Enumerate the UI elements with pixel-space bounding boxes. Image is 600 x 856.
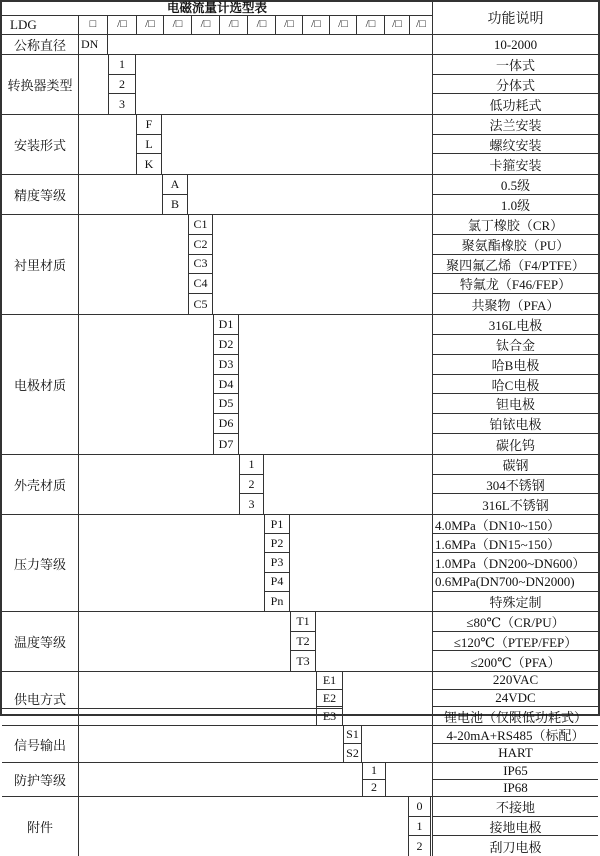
option-row [79,651,598,671]
option-description: 不接地 [432,797,598,817]
option-row [79,135,598,155]
row-spacer [79,592,264,611]
option-description: 1.0MPa（DN200~DN600） [432,553,598,572]
group-9 [2,671,598,725]
option-description: 钛合金 [432,335,598,355]
option-row [79,744,598,762]
row-filler [290,534,432,553]
option-row [79,592,598,611]
row-filler [264,494,432,514]
option-row [79,690,598,708]
option-description: 220VAC [432,672,598,690]
row-spacer [79,375,213,395]
model-segment-box: /□ [303,16,330,34]
row-filler [136,94,432,114]
row-spacer [79,836,408,856]
category-label: 安装形式 [2,115,79,174]
option-code: A [162,175,188,195]
category-label: 压力等级 [2,515,79,611]
group-10 [2,725,598,762]
row-filler [343,672,432,690]
model-segment-box: /□ [137,16,164,34]
option-code: 2 [408,836,431,856]
row-filler [136,55,432,75]
model-segment-box: /□ [385,16,410,34]
category-label: 电极材质 [2,315,79,454]
row-filler [239,315,432,335]
model-base-box: □ [79,16,108,34]
row-filler [239,394,432,414]
row-spacer [79,797,408,817]
row-spacer [79,394,213,414]
option-code: D5 [213,394,239,414]
option-row [79,707,598,725]
option-row [79,294,598,314]
row-filler [188,195,432,215]
category-label: 衬里材质 [2,215,79,314]
model-segment-box: /□ [330,16,357,34]
option-row [79,154,598,174]
row-spacer [79,455,239,475]
option-code: D1 [213,315,239,335]
group-body [79,672,598,725]
row-spacer [79,175,162,195]
row-filler [239,375,432,395]
option-row [79,235,598,255]
group-body [79,55,598,114]
option-code: S2 [343,744,362,762]
row-spacer [79,817,408,837]
option-description: 接地电极 [432,817,598,837]
category-label: 温度等级 [2,612,79,671]
group-8 [2,611,598,671]
option-description: 氯丁橡胶（CR） [432,215,598,235]
option-row [79,394,598,414]
option-description: 24VDC [432,690,598,708]
row-spacer [79,135,136,155]
option-description: 316L不锈钢 [432,494,598,514]
model-prefix: LDG [2,16,79,34]
group-3 [2,174,598,214]
option-description: 316L电极 [432,315,598,335]
row-spacer [79,672,316,690]
option-code: C3 [188,255,213,275]
group-body [79,612,598,671]
category-label: 信号输出 [2,726,79,762]
option-code: P3 [264,553,290,572]
option-code: E3 [316,707,343,725]
row-spacer [79,315,213,335]
option-row [79,94,598,114]
row-filler [362,744,432,762]
row-filler [162,115,432,135]
option-description: 锂电池（仅限低功耗式） [432,707,598,725]
option-description: 碳钢 [432,455,598,475]
row-spacer [79,294,188,314]
selection-groups [2,34,598,856]
group-body [79,35,598,54]
row-spacer [79,780,362,797]
option-description: 一体式 [432,55,598,75]
option-code: 2 [239,475,264,495]
row-spacer [79,414,213,434]
row-filler [316,651,432,671]
row-spacer [79,726,343,744]
option-row [79,494,598,514]
option-row [79,355,598,375]
option-code: 1 [362,763,386,780]
row-spacer [79,154,136,174]
option-code: T1 [290,612,316,632]
model-segment-box: /□ [276,16,303,34]
row-filler [213,274,432,294]
option-description: ≤200℃（PFA） [432,651,598,671]
table-title: 电磁流量计选型表 [2,2,432,16]
row-filler [362,726,432,744]
option-row [79,836,598,856]
option-code: B [162,195,188,215]
group-body [79,455,598,514]
group-body [79,175,598,214]
group-body [79,115,598,174]
row-spacer [79,335,213,355]
group-5 [2,314,598,454]
option-description: 螺纹安装 [432,135,598,155]
row-spacer [79,763,362,780]
option-description: 0.5级 [432,175,598,195]
row-filler [239,335,432,355]
row-filler [290,573,432,592]
option-row [79,315,598,335]
option-description: 聚四氟乙烯（F4/PTFE） [432,255,598,275]
group-body [79,515,598,611]
row-filler [239,414,432,434]
option-description: 0.6MPa(DN700~DN2000) [432,573,598,592]
option-row [79,763,598,780]
group-6 [2,454,598,514]
row-filler [264,475,432,495]
group-4 [2,214,598,314]
row-filler [343,707,432,725]
option-row [79,255,598,275]
option-description: 1.0级 [432,195,598,215]
group-body [79,797,598,856]
option-code: 3 [239,494,264,514]
option-row [79,612,598,632]
option-code: S1 [343,726,362,744]
option-code: D4 [213,375,239,395]
option-description: 共聚物（PFA） [432,294,598,314]
row-spacer [79,475,239,495]
option-row [79,414,598,434]
model-segment-box: /□ [108,16,137,34]
option-code: K [136,154,162,174]
option-row [79,573,598,592]
row-spacer [79,744,343,762]
option-code: P2 [264,534,290,553]
category-label: 转换器类型 [2,55,79,114]
category-label: 精度等级 [2,175,79,214]
option-row [79,195,598,215]
option-description: 4-20mA+RS485（标配） [432,726,598,744]
group-body [79,215,598,314]
row-spacer [79,515,264,534]
option-code: 2 [362,780,386,797]
option-code: E1 [316,672,343,690]
row-filler [188,175,432,195]
row-filler [213,255,432,275]
option-description: 法兰安装 [432,115,598,135]
row-spacer [79,612,290,632]
row-filler [386,780,432,797]
option-code: DN [79,35,108,54]
row-filler [136,75,432,95]
function-description-header: 功能说明 [432,2,598,34]
option-code: D6 [213,414,239,434]
row-spacer [79,632,290,652]
model-segment-box: /□ [248,16,276,34]
option-row [79,35,598,54]
row-spacer [79,235,188,255]
row-spacer [79,215,188,235]
row-filler [386,763,432,780]
option-description: 聚氨酯橡胶（PU） [432,235,598,255]
row-spacer [79,75,108,95]
option-code: P1 [264,515,290,534]
option-description: ≤80℃（CR/PU） [432,612,598,632]
row-spacer [79,94,108,114]
group-11 [2,762,598,796]
row-filler [290,553,432,572]
option-code: D7 [213,434,239,454]
option-description: ≤120℃（PTEP/FEP） [432,632,598,652]
row-spacer [79,573,264,592]
option-code: 3 [108,94,136,114]
option-row [79,115,598,135]
row-filler [108,35,432,54]
model-code-row [2,16,432,34]
option-code: C2 [188,235,213,255]
option-description: 哈C电极 [432,375,598,395]
option-description: IP65 [432,763,598,780]
category-label: 供电方式 [2,672,79,725]
option-row [79,455,598,475]
option-row [79,780,598,797]
row-filler [316,632,432,652]
row-filler [239,434,432,454]
option-code: D2 [213,335,239,355]
row-spacer [79,355,213,375]
category-label: 外壳材质 [2,455,79,514]
group-body [79,726,598,762]
option-code: C1 [188,215,213,235]
model-segment-box: /□ [220,16,248,34]
option-code: 1 [408,817,431,837]
row-filler [239,355,432,375]
option-code: C5 [188,294,213,314]
row-spacer [79,434,213,454]
option-code: E2 [316,690,343,708]
row-filler [264,455,432,475]
option-description: 特殊定制 [432,592,598,611]
row-spacer [79,115,136,135]
option-code: 1 [108,55,136,75]
model-segment-box: /□ [192,16,220,34]
row-spacer [79,651,290,671]
option-description: 碳化钨 [432,434,598,454]
option-row [79,672,598,690]
row-filler [162,135,432,155]
model-code-boxes [79,16,432,34]
option-row [79,215,598,235]
row-spacer [79,534,264,553]
model-segment-box: /□ [357,16,385,34]
option-code: F [136,115,162,135]
option-row [79,817,598,837]
row-filler [316,612,432,632]
group-12 [2,796,598,856]
row-spacer [79,494,239,514]
option-description: 特氟龙（F46/FEP） [432,274,598,294]
option-description: 10-2000 [432,35,598,54]
model-segment-box: /□ [416,18,426,30]
option-code: P4 [264,573,290,592]
option-code: T3 [290,651,316,671]
option-description: 分体式 [432,75,598,95]
row-filler [213,294,432,314]
table-header [2,2,598,34]
option-description: 哈B电极 [432,355,598,375]
group-7 [2,514,598,611]
option-row [79,797,598,817]
row-filler [213,235,432,255]
category-label: 公称直径 [2,35,79,54]
row-spacer [79,255,188,275]
option-row [79,55,598,75]
category-label: 防护等级 [2,763,79,796]
option-description: 低功耗式 [432,94,598,114]
option-code: D3 [213,355,239,375]
row-filler [213,215,432,235]
option-description: 4.0MPa（DN10~150） [432,515,598,534]
group-2 [2,114,598,174]
group-body [79,315,598,454]
group-1 [2,54,598,114]
row-spacer [79,274,188,294]
option-description: 铂铱电极 [432,414,598,434]
option-code: C4 [188,274,213,294]
option-description: 刮刀电极 [432,836,598,856]
option-description: IP68 [432,780,598,797]
category-label: 附件 [2,797,79,856]
option-description: 304不锈钢 [432,475,598,495]
row-spacer [79,553,264,572]
option-row [79,375,598,395]
row-spacer [79,690,316,708]
row-filler [343,690,432,708]
group-0 [2,34,598,54]
row-spacer [79,55,108,75]
option-row [79,274,598,294]
option-code: L [136,135,162,155]
option-row [79,726,598,744]
header-left [2,2,432,34]
option-row [79,632,598,652]
option-code: 0 [408,797,431,817]
option-code: 1 [239,455,264,475]
option-code: 2 [108,75,136,95]
group-body [79,763,598,796]
model-segment-box: /□ [164,16,192,34]
option-row [79,75,598,95]
option-row [79,335,598,355]
option-row [79,175,598,195]
option-code: T2 [290,632,316,652]
option-row [79,475,598,495]
row-filler [290,592,432,611]
option-row [79,553,598,572]
row-filler [290,515,432,534]
option-code: Pn [264,592,290,611]
option-row [79,515,598,534]
option-row [79,534,598,553]
row-filler [162,154,432,174]
option-description: 钽电极 [432,394,598,414]
row-spacer [79,195,162,215]
row-spacer [79,707,316,725]
option-description: 1.6MPa（DN15~150） [432,534,598,553]
option-description: HART [432,744,598,762]
option-description: 卡箍安装 [432,154,598,174]
option-row [79,434,598,454]
